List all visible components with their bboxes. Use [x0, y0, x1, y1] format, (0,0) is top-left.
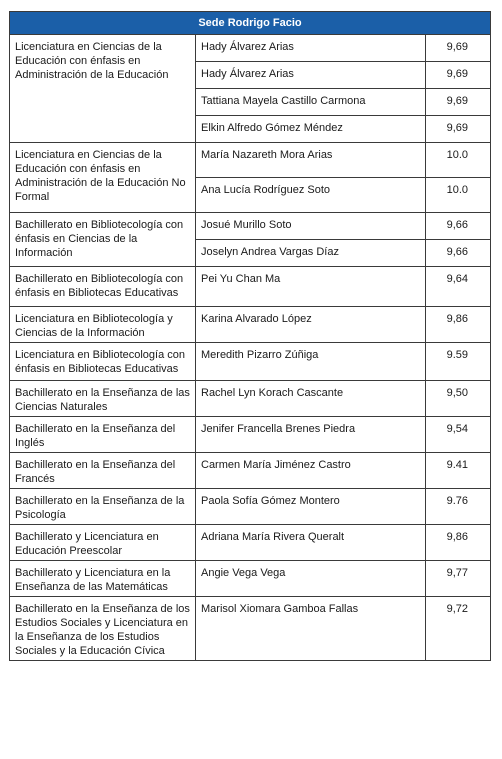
grade-cell: 9,72: [426, 597, 491, 661]
table-row: [10, 597, 491, 661]
grade-cell: 10.0: [426, 143, 491, 178]
table-row: [10, 561, 491, 597]
program-cell: Licenciatura en Bibliotecología y Ciencias de la Información: [10, 307, 196, 343]
program-cell: Licenciatura en Ciencias de la Educación con énfasis en Administración de la Educación No Formal: [10, 143, 196, 213]
program-cell: Bachillerato en Bibliotecología con énfasis en Bibliotecas Educativas: [10, 267, 196, 307]
student-name-cell: Hady Álvarez Arias: [196, 35, 426, 62]
grade-cell: 9,50: [426, 381, 491, 417]
program-cell: Licenciatura en Bibliotecología con énfasis en Bibliotecas Educativas: [10, 343, 196, 381]
honors-table: [9, 11, 491, 661]
student-name-cell: María Nazareth Mora Arias: [196, 143, 426, 178]
grade-cell: 9,69: [426, 62, 491, 89]
grade-cell: 9.41: [426, 453, 491, 489]
grade-cell: 9,86: [426, 307, 491, 343]
header-row: [10, 12, 491, 35]
table-row: [10, 453, 491, 489]
student-name-cell: Carmen María Jiménez Castro: [196, 453, 426, 489]
student-name-cell: Marisol Xiomara Gamboa Fallas: [196, 597, 426, 661]
campus-title: Sede Rodrigo Facio: [10, 12, 491, 35]
program-cell: Bachillerato en la Enseñanza de la Psicología: [10, 489, 196, 525]
grade-cell: 10.0: [426, 178, 491, 213]
student-name-cell: Angie Vega Vega: [196, 561, 426, 597]
grade-cell: 9,69: [426, 89, 491, 116]
grade-cell: 9.76: [426, 489, 491, 525]
student-name-cell: Pei Yu Chan Ma: [196, 267, 426, 307]
student-name-cell: Paola Sofía Gómez Montero: [196, 489, 426, 525]
program-cell: Bachillerato y Licenciatura en la Enseñanza de las Matemáticas: [10, 561, 196, 597]
program-cell: Licenciatura en Ciencias de la Educación con énfasis en Administración de la Educación: [10, 35, 196, 143]
student-name-cell: Hady Álvarez Arias: [196, 62, 426, 89]
grade-cell: 9.59: [426, 343, 491, 381]
grade-cell: 9,64: [426, 267, 491, 307]
table-row: [10, 35, 491, 62]
table-row: [10, 307, 491, 343]
table-row: [10, 525, 491, 561]
grade-cell: 9,69: [426, 35, 491, 62]
table-row: [10, 381, 491, 417]
table-row: [10, 417, 491, 453]
program-cell: Bachillerato y Licenciatura en Educación Preescolar: [10, 525, 196, 561]
table-row: [10, 143, 491, 178]
grade-cell: 9,69: [426, 116, 491, 143]
student-name-cell: Jenifer Francella Brenes Piedra: [196, 417, 426, 453]
student-name-cell: Tattiana Mayela Castillo Carmona: [196, 89, 426, 116]
student-name-cell: Josué Murillo Soto: [196, 213, 426, 240]
table-row: [10, 343, 491, 381]
table-row: [10, 489, 491, 525]
student-name-cell: Karina Alvarado López: [196, 307, 426, 343]
grade-cell: 9,54: [426, 417, 491, 453]
table-body: [10, 35, 491, 661]
student-name-cell: Joselyn Andrea Vargas Díaz: [196, 240, 426, 267]
student-name-cell: Ana Lucía Rodríguez Soto: [196, 178, 426, 213]
student-name-cell: Adriana María Rivera Queralt: [196, 525, 426, 561]
program-cell: Bachillerato en la Enseñanza del Inglés: [10, 417, 196, 453]
program-cell: Bachillerato en la Enseñanza del Francés: [10, 453, 196, 489]
table-row: [10, 213, 491, 240]
program-cell: Bachillerato en la Enseñanza de las Ciencias Naturales: [10, 381, 196, 417]
grade-cell: 9,86: [426, 525, 491, 561]
grade-cell: 9,66: [426, 213, 491, 240]
program-cell: Bachillerato en la Enseñanza de los Estudios Sociales y Licenciatura en la Enseñanza de los Estudios Sociales y la Educación Cívica: [10, 597, 196, 661]
student-name-cell: Rachel Lyn Korach Cascante: [196, 381, 426, 417]
grade-cell: 9,77: [426, 561, 491, 597]
student-name-cell: Elkin Alfredo Gómez Méndez: [196, 116, 426, 143]
grade-cell: 9,66: [426, 240, 491, 267]
student-name-cell: Meredith Pizarro Zúñiga: [196, 343, 426, 381]
table-row: [10, 267, 491, 307]
program-cell: Bachillerato en Bibliotecología con énfasis en Ciencias de la Información: [10, 213, 196, 267]
